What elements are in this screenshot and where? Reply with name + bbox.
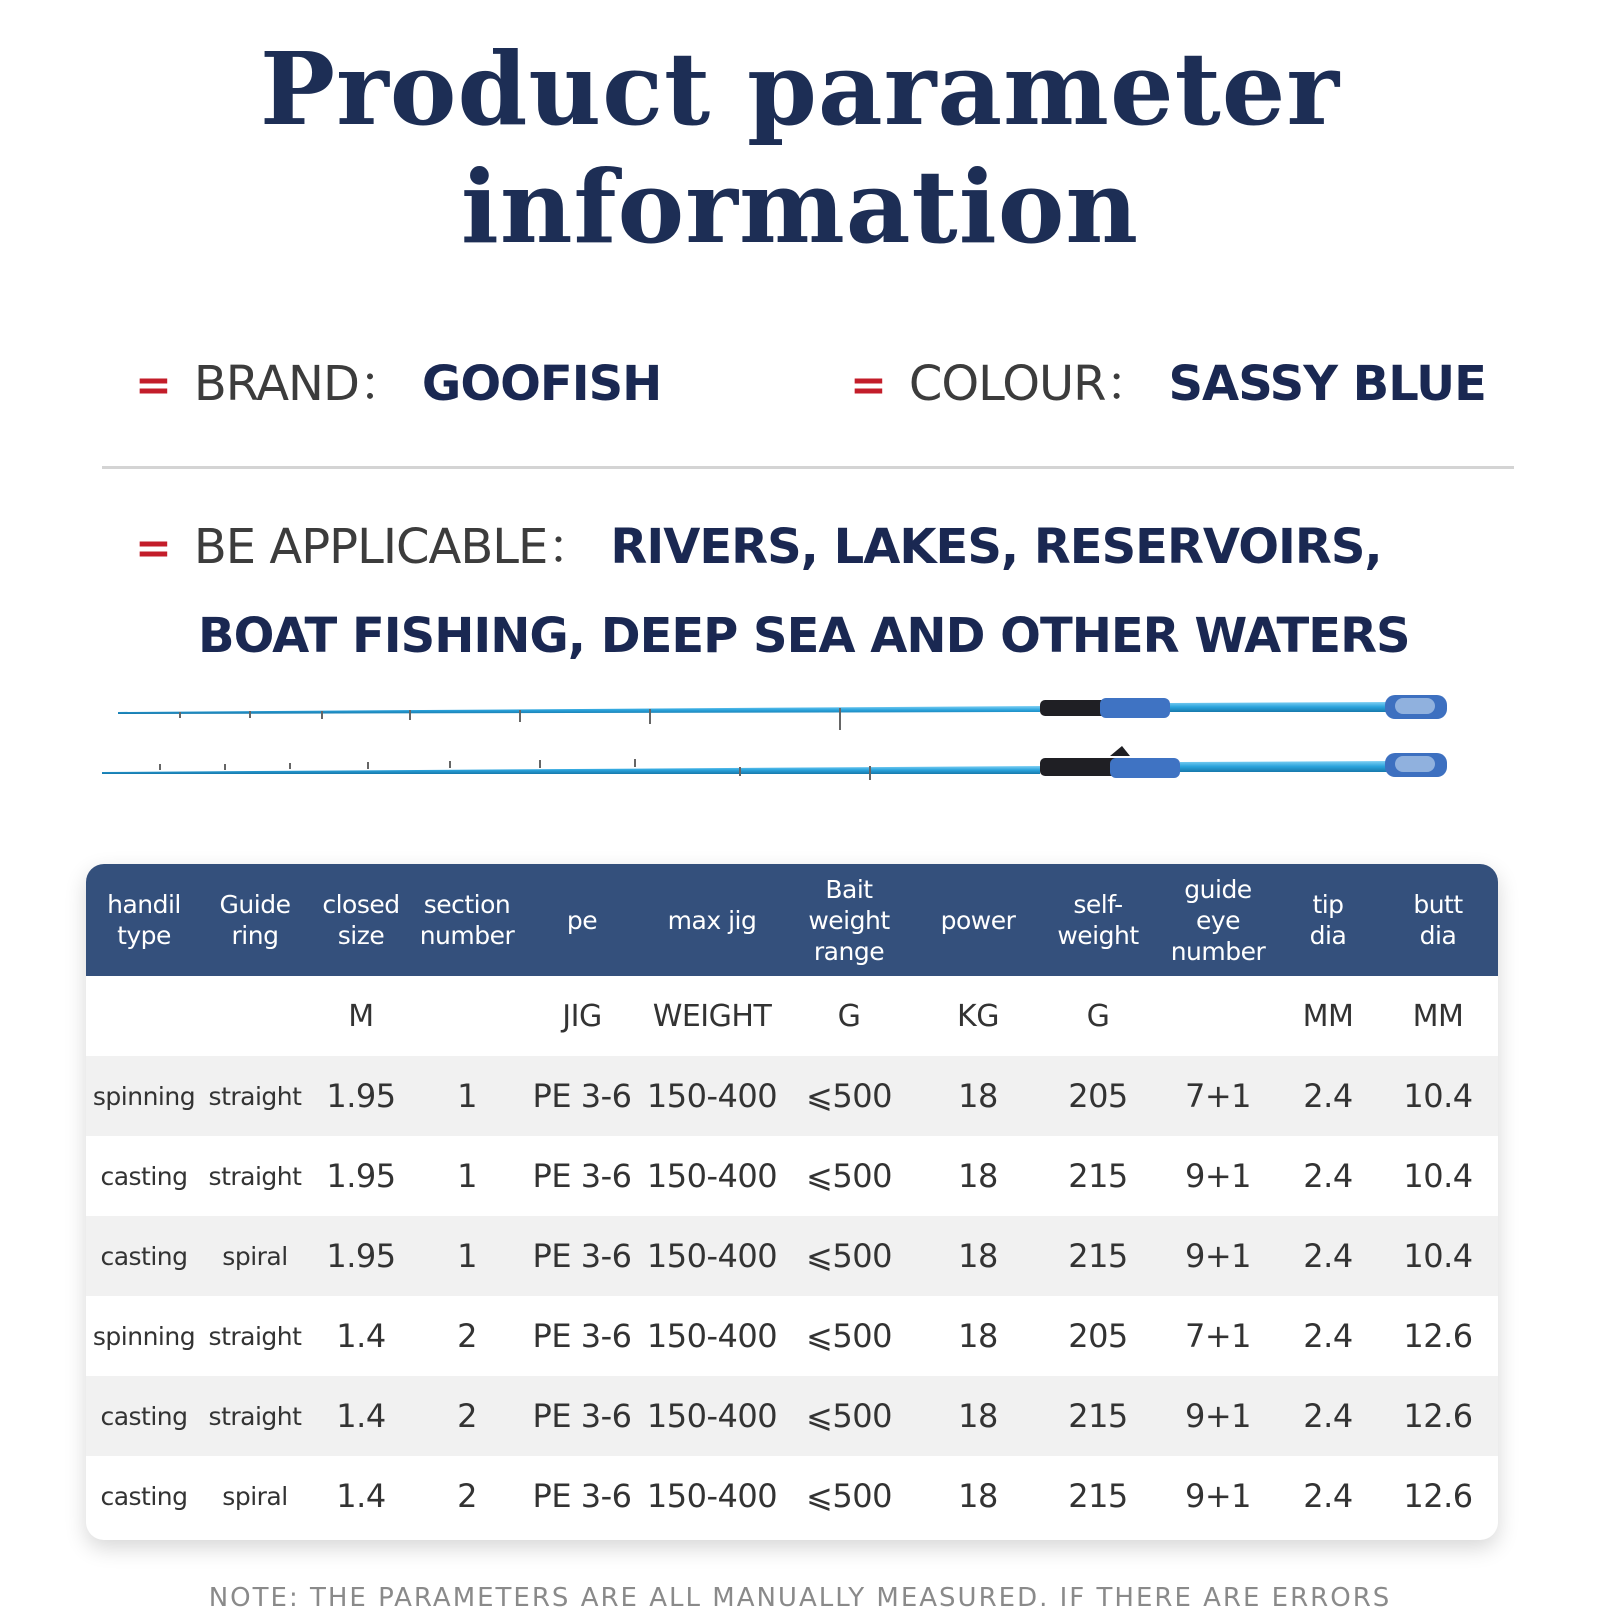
table-header-cell — [918, 864, 1038, 976]
table-cell: 1 — [457, 1237, 477, 1275]
unit-cell: KG — [957, 998, 999, 1034]
table-cell: 150-400 — [646, 1077, 778, 1115]
spinning-rod-icon — [118, 695, 1447, 730]
table-cell: 9+1 — [1184, 1237, 1252, 1275]
table-cell: 1.4 — [336, 1477, 386, 1515]
table-header-cell — [86, 864, 202, 976]
table-cell: PE 3-6 — [532, 1317, 632, 1355]
applicable-value-line-2: BOAT FISHING, DEEP SEA AND OTHER WATERS — [198, 608, 1410, 664]
header-line: number — [419, 921, 515, 950]
unit-cell — [86, 976, 202, 1056]
table-cell: 18 — [958, 1157, 998, 1195]
colour-label: COLOUR： — [908, 356, 1153, 412]
table-cell: 2.4 — [1303, 1477, 1353, 1515]
header-line: pe — [566, 905, 598, 935]
table-cell: casting — [100, 1481, 188, 1511]
table-cell: 9+1 — [1184, 1157, 1252, 1195]
table-cell: 9+1 — [1184, 1477, 1252, 1515]
table-cell: 2.4 — [1303, 1397, 1353, 1435]
header-line: max jig — [667, 905, 757, 935]
header-line: closed — [322, 890, 400, 919]
table-cell: spiral — [222, 1481, 288, 1511]
table-cell: 18 — [958, 1077, 998, 1115]
table-cell: 205 — [1068, 1077, 1128, 1115]
header-line: guide eye — [1184, 874, 1252, 935]
table-cell: 10.4 — [1403, 1077, 1473, 1115]
table-cell: 150-400 — [646, 1237, 778, 1275]
header-line: type — [117, 921, 171, 950]
table-header-cell — [1038, 864, 1158, 976]
table-cell: 1.95 — [326, 1157, 396, 1195]
header-line: dia — [1309, 921, 1347, 950]
table-units-row — [86, 976, 1498, 1056]
table-cell: 7+1 — [1184, 1077, 1252, 1115]
header-line: Guide — [219, 890, 291, 919]
table-cell: 10.4 — [1403, 1237, 1473, 1275]
table-cell: ⩽500 — [806, 1317, 892, 1355]
table-cell: 12.6 — [1403, 1317, 1473, 1355]
unit-cell: G — [837, 998, 861, 1034]
header-line: size — [337, 921, 385, 950]
table-header-cell — [1278, 864, 1378, 976]
table-cell: 215 — [1068, 1237, 1128, 1275]
table-header-row — [86, 864, 1498, 976]
brand-label: BRAND： — [193, 356, 406, 412]
table-cell: 1.4 — [336, 1317, 386, 1355]
table-cell: 205 — [1068, 1317, 1128, 1355]
brand-value: GOOFISH — [421, 356, 662, 412]
table-header-cell — [1158, 864, 1278, 976]
footnote: NOTE: THE PARAMETERS ARE ALL MANUALLY MEASURED. IF THERE ARE ERRORS — [208, 1583, 1392, 1613]
table-cell: 150-400 — [646, 1317, 778, 1355]
table-cell: spiral — [222, 1241, 288, 1271]
table-header-cell — [644, 864, 780, 976]
header-line: tip — [1312, 890, 1344, 919]
table-cell: PE 3-6 — [532, 1237, 632, 1275]
applicable-label: BE APPLICABLE： — [193, 519, 595, 575]
table-cell: 2.4 — [1303, 1317, 1353, 1355]
unit-cell: JIG — [562, 998, 602, 1034]
header-line: self- — [1073, 890, 1123, 919]
table-cell: 18 — [958, 1397, 998, 1435]
table-cell: 1.95 — [326, 1077, 396, 1115]
table-cell: ⩽500 — [806, 1157, 892, 1195]
colour-row — [850, 345, 1486, 414]
header-line: handil — [107, 890, 181, 919]
table-row — [86, 1456, 1498, 1536]
table-cell: PE 3-6 — [532, 1077, 632, 1115]
table-cell: 1 — [457, 1077, 477, 1115]
table-header-cell — [202, 864, 308, 976]
table-cell: 150-400 — [646, 1477, 778, 1515]
table-cell: PE 3-6 — [532, 1477, 632, 1515]
table-cell: 215 — [1068, 1397, 1128, 1435]
header-line: weight — [1057, 921, 1139, 950]
table-cell: PE 3-6 — [532, 1157, 632, 1195]
applicable-row — [135, 508, 1382, 577]
table-cell: 2.4 — [1303, 1237, 1353, 1275]
equals-marker-icon: = — [135, 523, 172, 574]
table-header-cell — [780, 864, 918, 976]
table-cell: spinning — [92, 1081, 196, 1111]
table-cell: ⩽500 — [806, 1077, 892, 1115]
table-header-cell — [308, 864, 414, 976]
table-cell: spinning — [92, 1321, 196, 1351]
divider — [102, 466, 1514, 469]
table-row — [86, 1056, 1498, 1136]
table-cell: casting — [100, 1401, 188, 1431]
table-cell: PE 3-6 — [532, 1397, 632, 1435]
table-cell: 9+1 — [1184, 1397, 1252, 1435]
fishing-rods-image — [100, 690, 1500, 800]
unit-cell: M — [348, 998, 374, 1034]
unit-cell — [202, 976, 308, 1056]
table-cell: casting — [100, 1161, 188, 1191]
table-cell: 18 — [958, 1317, 998, 1355]
table-cell: 150-400 — [646, 1397, 778, 1435]
unit-cell — [414, 976, 520, 1056]
table-cell: ⩽500 — [806, 1477, 892, 1515]
header-line: number — [1170, 936, 1266, 966]
header-line: butt — [1413, 890, 1463, 919]
brand-row — [135, 345, 661, 414]
table-cell: 1.4 — [336, 1397, 386, 1435]
table-cell: 12.6 — [1403, 1397, 1473, 1435]
table-cell: 1 — [457, 1157, 477, 1195]
table-cell: 1.95 — [326, 1237, 396, 1275]
header-line: Bait weight — [808, 874, 890, 935]
table-cell: straight — [208, 1161, 302, 1191]
table-cell: 2 — [457, 1397, 477, 1435]
table-cell: straight — [208, 1081, 302, 1111]
table-cell: 2.4 — [1303, 1077, 1353, 1115]
colour-value: SASSY BLUE — [1168, 356, 1486, 412]
unit-cell — [1158, 976, 1278, 1056]
table-cell: straight — [208, 1401, 302, 1431]
header-line: range — [813, 936, 885, 966]
header-line: section — [423, 890, 511, 919]
casting-rod-icon — [102, 746, 1447, 780]
unit-cell: MM — [1412, 998, 1464, 1034]
header-line: power — [940, 905, 1016, 935]
table-cell: 18 — [958, 1477, 998, 1515]
table-cell: 215 — [1068, 1157, 1128, 1195]
table-cell: 150-400 — [646, 1157, 778, 1195]
table-cell: 2.4 — [1303, 1157, 1353, 1195]
equals-marker-icon: = — [135, 360, 172, 411]
table-cell: casting — [100, 1241, 188, 1271]
page-title — [0, 30, 1600, 266]
table-row — [86, 1136, 1498, 1216]
table-cell: 7+1 — [1184, 1317, 1252, 1355]
parameter-table — [86, 864, 1498, 1540]
table-header-cell — [520, 864, 644, 976]
table-cell: 2 — [457, 1317, 477, 1355]
title-line-1: Product parameter — [259, 30, 1341, 148]
table-header-cell — [414, 864, 520, 976]
table-cell: ⩽500 — [806, 1237, 892, 1275]
unit-cell: G — [1086, 998, 1110, 1034]
table-cell: 12.6 — [1403, 1477, 1473, 1515]
header-line: dia — [1419, 921, 1457, 950]
table-cell: 215 — [1068, 1477, 1128, 1515]
equals-marker-icon: = — [850, 360, 887, 411]
table-cell: 10.4 — [1403, 1157, 1473, 1195]
table-row — [86, 1216, 1498, 1296]
table-row — [86, 1376, 1498, 1456]
title-line-2: information — [460, 148, 1140, 266]
table-cell: 18 — [958, 1237, 998, 1275]
table-cell: 2 — [457, 1477, 477, 1515]
table-header-cell — [1378, 864, 1498, 976]
table-cell: straight — [208, 1321, 302, 1351]
unit-cell: WEIGHT — [652, 998, 772, 1034]
table-cell: ⩽500 — [806, 1397, 892, 1435]
table-row — [86, 1296, 1498, 1376]
header-line: ring — [231, 921, 279, 950]
unit-cell: MM — [1302, 998, 1354, 1034]
applicable-value-line-1: RIVERS, LAKES, RESERVOIRS, — [610, 519, 1382, 575]
